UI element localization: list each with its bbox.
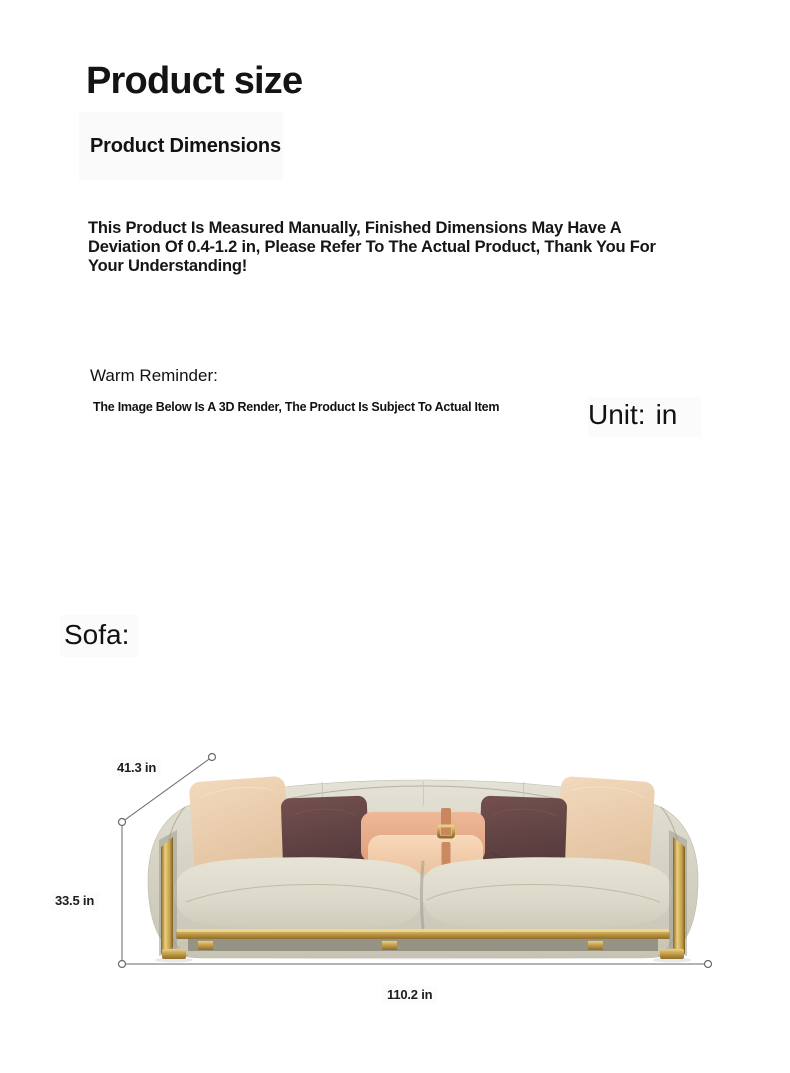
dimension-endpoint (705, 961, 712, 968)
dimension-height-label: 33.5 in (50, 892, 99, 910)
render-disclaimer-note: The Image Below Is A 3D Render, The Product Is Subject To Actual Item (93, 400, 500, 414)
dimension-endpoint (119, 961, 126, 968)
measurement-notice-line: Your Understanding! (88, 257, 248, 275)
measurement-notice-line: This Product Is Measured Manually, Finished Dimensions May Have A (88, 219, 622, 237)
measurement-notice-line: Deviation Of 0.4-1.2 in, Please Refer To The Actual Product, Thank You For (88, 238, 656, 256)
dimension-depth-label: 41.3 in (112, 759, 161, 777)
section-heading: Product Dimensions (90, 134, 281, 157)
dimension-length-label: 110.2 in (382, 986, 437, 1004)
unit-indicator (588, 397, 701, 437)
product-type-label: Sofa: (60, 615, 139, 657)
warm-reminder-label: Warm Reminder: (90, 366, 218, 385)
measurement-notice (88, 219, 656, 276)
unit-value: in (655, 399, 678, 430)
unit-label: Unit: (588, 399, 646, 430)
dimension-endpoint (119, 819, 126, 826)
dimension-endpoint (209, 754, 216, 761)
page-title: Product size (86, 60, 303, 102)
section-heading-box (79, 112, 283, 180)
sofa-dimension-figure (0, 700, 790, 1045)
